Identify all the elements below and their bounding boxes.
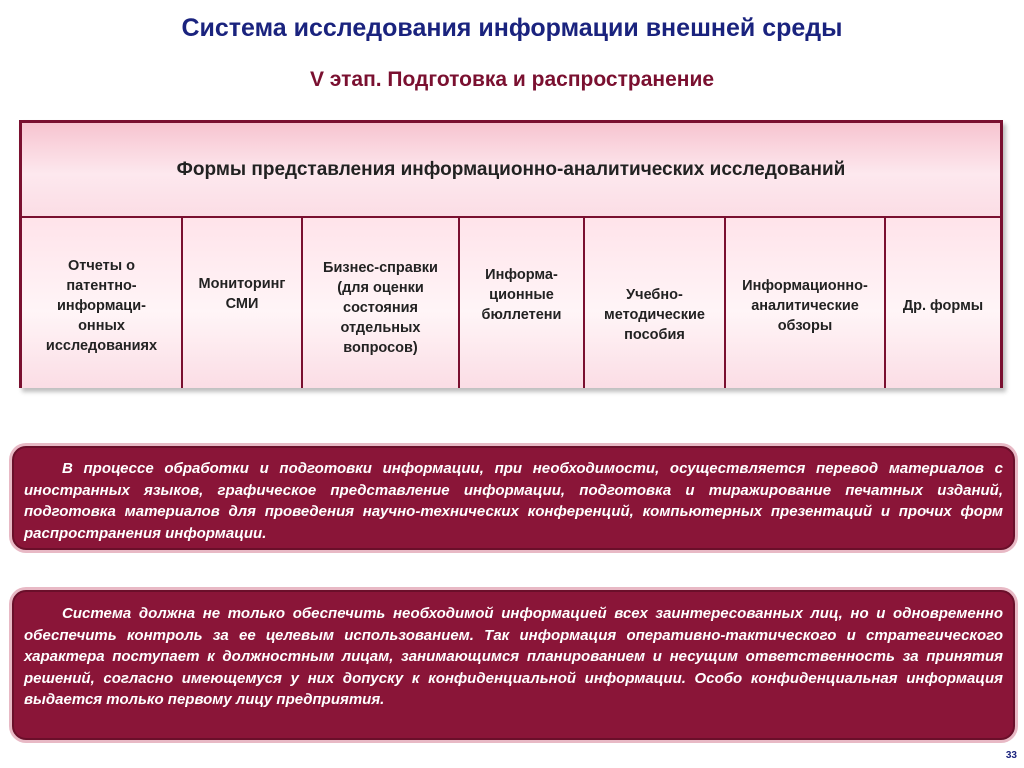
control-note-box — [12, 590, 1015, 740]
form-cell-label: Учебно- методические пособия — [604, 287, 705, 343]
form-cell-media-monitoring — [183, 218, 303, 388]
forms-table-row — [22, 218, 1000, 388]
form-cell-label: Информа- ционные бюллетени — [481, 267, 562, 323]
form-cell-analytical-reviews — [726, 218, 886, 388]
processing-note-text: В процессе обработки и подготовки информации, при необходимости, осуществляется перевод материалов с иностранных языков, графическое представление информации, подготовка и тиражирование печатных изданий, подготовка материалов для проведения научно-технических конференций, компьютерных презентаций и прочих форм распространения информации. — [24, 460, 1003, 542]
form-cell-manuals — [585, 218, 726, 388]
form-cell-label: Др. формы — [902, 298, 984, 314]
form-cell-label: Информационно- аналитические обзоры — [742, 278, 868, 334]
forms-table — [19, 120, 1003, 388]
form-cell-patent-reports — [22, 218, 183, 388]
form-cell-business-reports — [303, 218, 460, 388]
slide-title: Система исследования информации внешней среды — [181, 14, 843, 42]
forms-table-header: Формы представления информационно-аналитических исследований — [22, 123, 1000, 218]
form-cell-other-forms — [886, 218, 1000, 388]
page-number: 33 — [1005, 750, 1017, 761]
form-cell-label: Мониторинг СМИ — [198, 276, 286, 312]
control-note-text: Система должна не только обеспечить необходимой информацией всех заинтересованных лиц, но и одновременно обеспечить контроль за ее целевым использованием. Так информация оперативно-тактического и стратегического характера поступает к должностным лицам, занимающимся планированием и несущим ответственность за принятия решений, согласно имеющемуся у них допуску к конфиденциальной информации. Особо конфиденциальная информация выдается только первому лицу предприятия. — [24, 605, 1003, 708]
slide-subtitle: V этап. Подготовка и распространение — [309, 68, 715, 91]
form-cell-label: Отчеты о патентно- информаци- онных исследованиях — [45, 258, 158, 354]
form-cell-bulletins — [460, 218, 585, 388]
processing-note-box — [12, 446, 1015, 550]
form-cell-label: Бизнес-справки (для оценки состояния отдельных вопросов) — [323, 260, 438, 356]
